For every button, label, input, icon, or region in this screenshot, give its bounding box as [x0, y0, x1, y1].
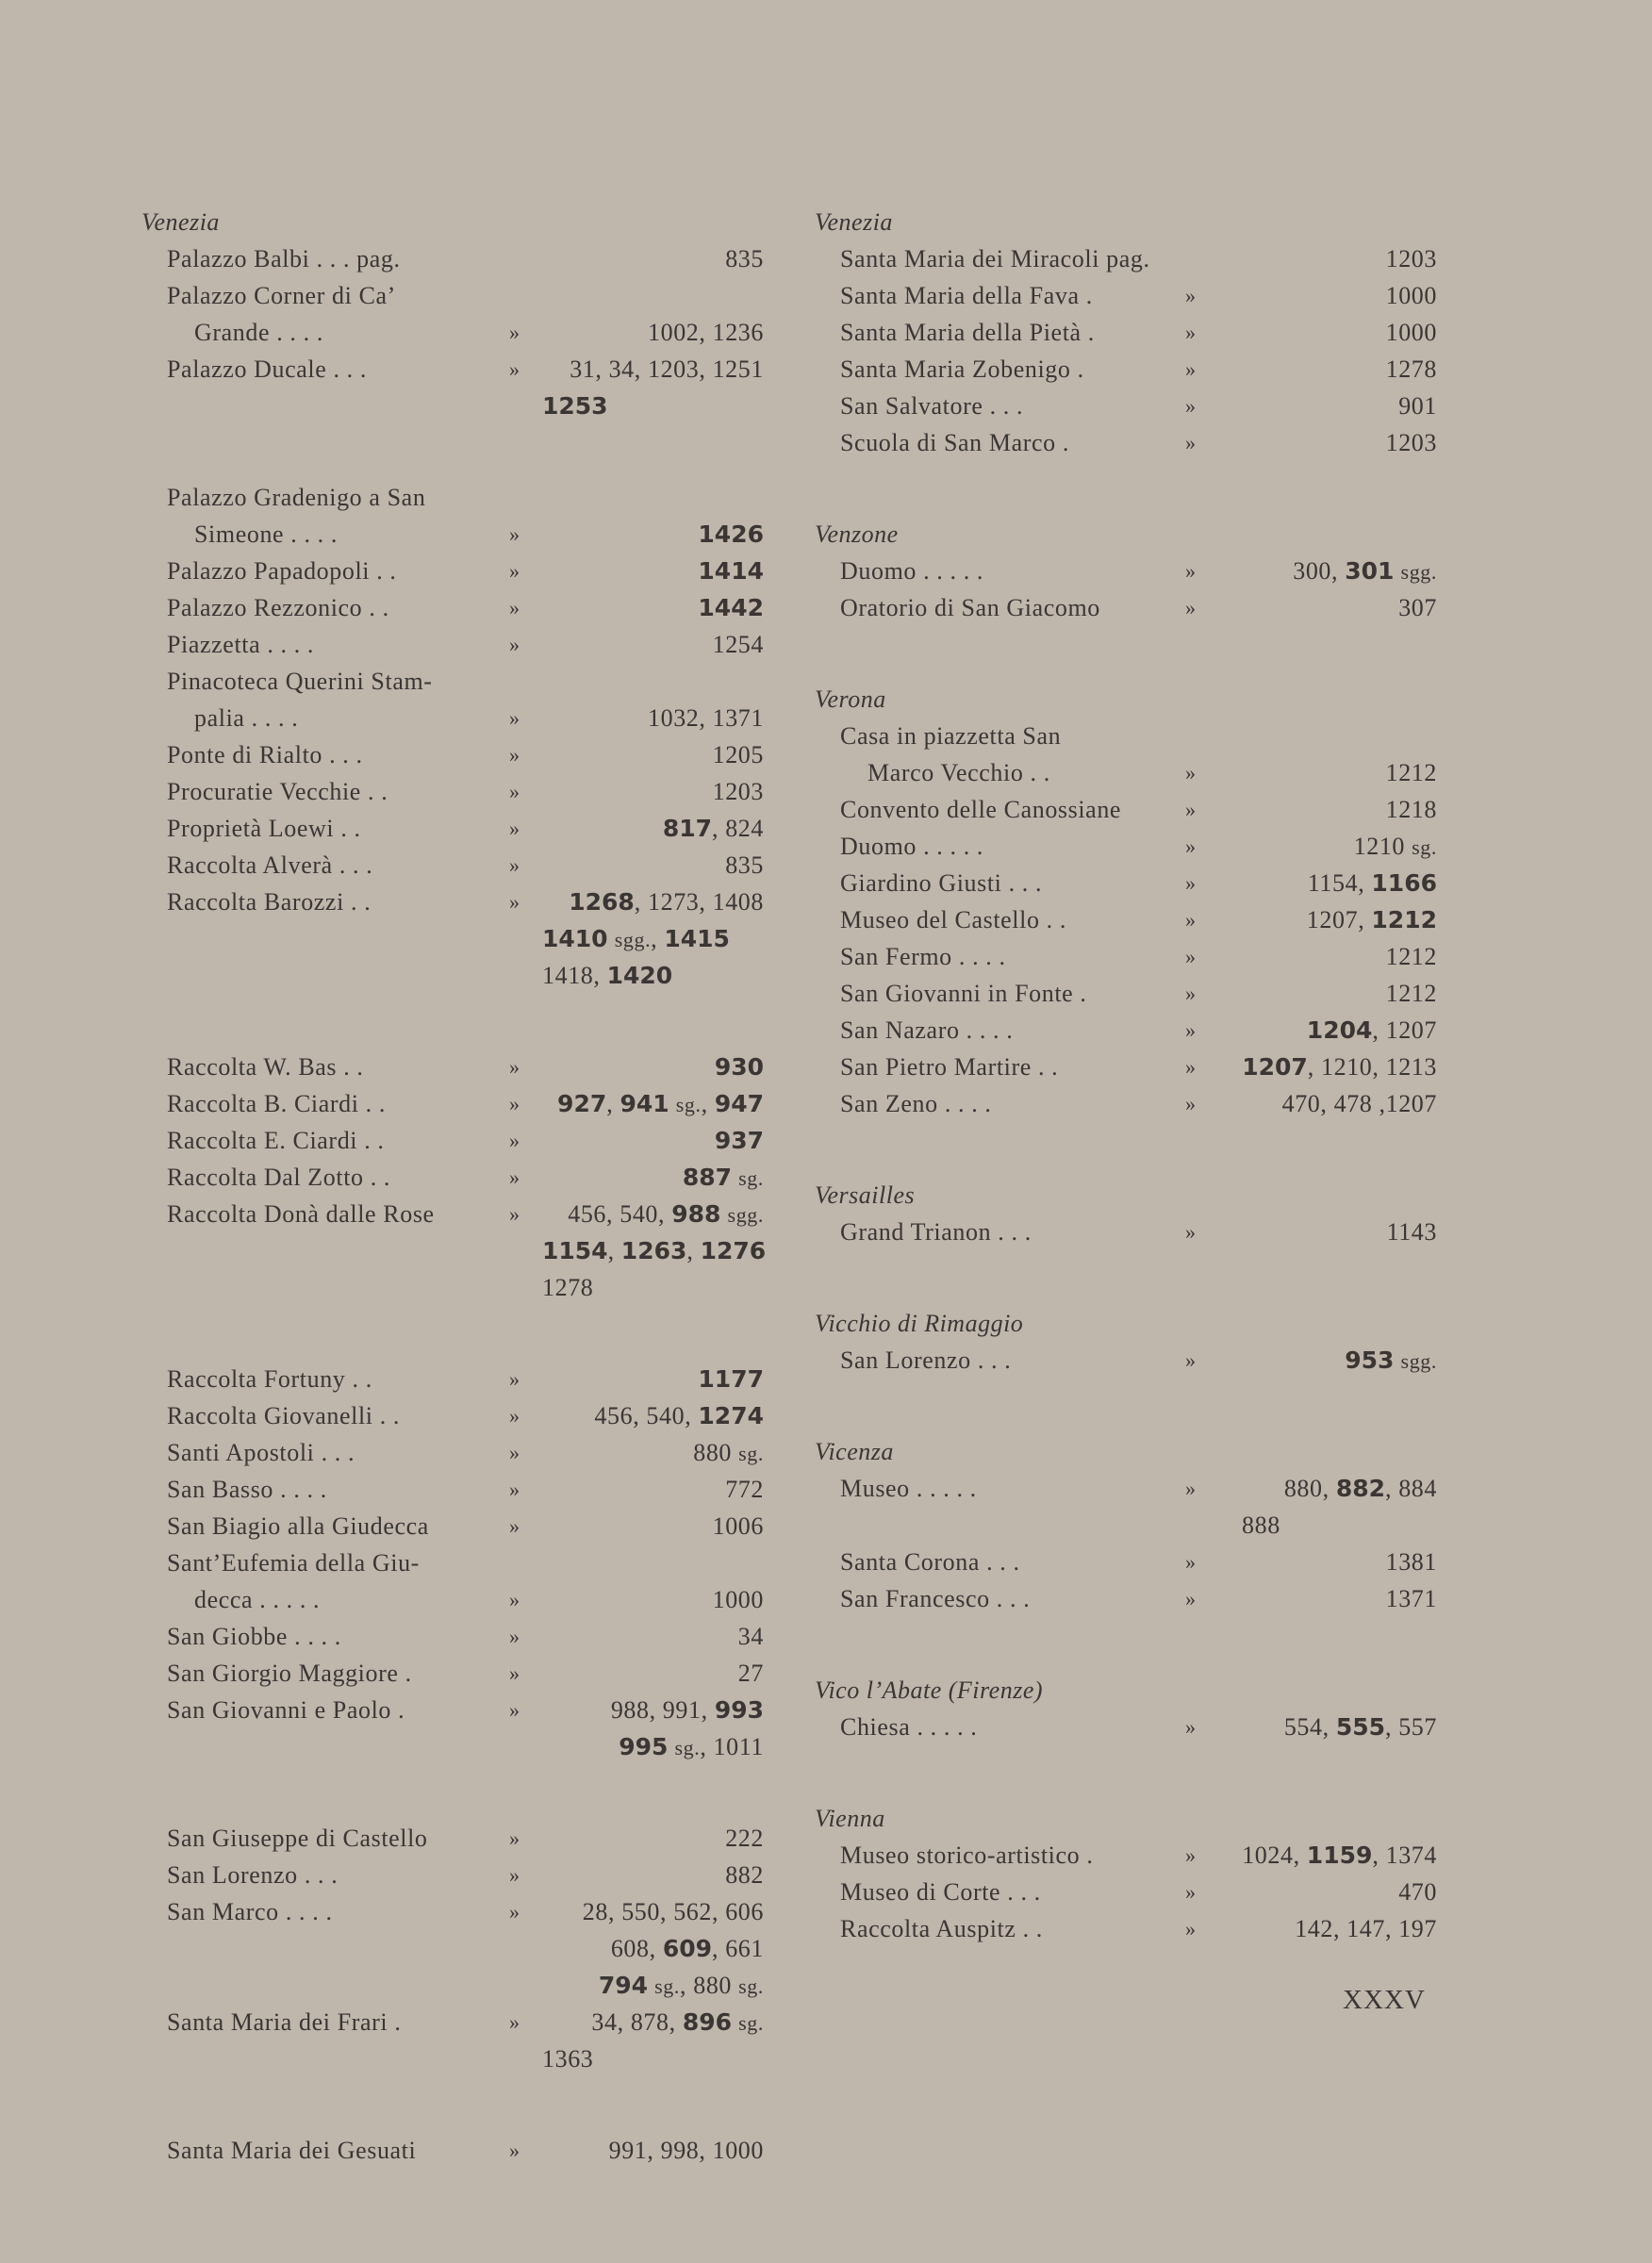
- index-entry: [141, 1692, 764, 1728]
- entry-place: Santa Corona . . .: [840, 1548, 1020, 1576]
- page-references: 34: [737, 1623, 764, 1650]
- entry-place: San Giobbe . . . .: [167, 1623, 341, 1650]
- city-heading: Verona: [815, 686, 886, 713]
- page-references: 1381: [1385, 1548, 1437, 1576]
- index-entry: [815, 865, 1437, 901]
- page-references: 1000: [712, 1586, 764, 1613]
- entry-place: Proprietà Loewi . .: [167, 815, 361, 842]
- ditto-mark: »: [1185, 1715, 1197, 1739]
- page-references: 470: [1398, 1878, 1437, 1906]
- city-heading: Vienna: [815, 1805, 885, 1832]
- page-references: 887 sg.: [682, 1164, 764, 1191]
- page-references: 1000: [1385, 282, 1437, 309]
- index-entry: [815, 1012, 1437, 1049]
- ditto-mark: »: [1185, 908, 1197, 932]
- index-entry: [815, 791, 1437, 828]
- page-references: 1218: [1385, 796, 1437, 823]
- page-references: 1278: [542, 1274, 594, 1301]
- entry-list: [815, 1709, 1437, 1745]
- index-entry: [141, 314, 764, 351]
- ditto-mark: »: [1185, 1587, 1197, 1611]
- page-references: 1426: [698, 520, 764, 548]
- page-references: 1254: [712, 631, 764, 658]
- index-entry: [141, 1544, 764, 1581]
- ditto-mark: »: [1185, 1917, 1197, 1941]
- entry-place: Simeone . . . .: [194, 520, 338, 548]
- spacer: [141, 994, 764, 1049]
- index-entry: [815, 901, 1437, 938]
- page-references: 880 sg.: [693, 1439, 764, 1466]
- ditto-mark: »: [509, 1478, 520, 1501]
- page-references: 554, 555, 557: [1283, 1713, 1437, 1741]
- index-entry: [141, 663, 764, 700]
- ditto-mark: »: [509, 1863, 520, 1887]
- page-references: 1177: [698, 1365, 764, 1393]
- index-entry: [815, 1049, 1437, 1085]
- page-references: 1143: [1386, 1218, 1437, 1246]
- entry-place: Raccolta Dal Zotto . .: [167, 1164, 391, 1191]
- index-entry: [141, 1232, 767, 1269]
- index-entry: [141, 847, 764, 884]
- city-heading: Vicchio di Rimaggio: [815, 1310, 1024, 1337]
- city-heading: Vicenza: [815, 1438, 894, 1465]
- page-references: 1210 sg.: [1353, 833, 1437, 860]
- entry-place: San Nazaro . . . .: [840, 1016, 1014, 1044]
- page-references: 937: [714, 1127, 764, 1154]
- page-references: 1207, 1212: [1306, 906, 1437, 933]
- index-entry: [141, 240, 764, 277]
- entry-place: Sant’Eufemia della Giu-: [167, 1549, 420, 1577]
- entry-place: Raccolta W. Bas . .: [167, 1053, 364, 1081]
- entry-place: San Francesco . . .: [840, 1585, 1031, 1612]
- index-entry: [141, 1508, 764, 1544]
- page-references: 888: [1242, 1511, 1280, 1539]
- page-references: 470, 478 ,1207: [1281, 1090, 1437, 1117]
- page-references: 1154, 1263, 1276: [542, 1237, 767, 1264]
- page-references: 1212: [1385, 759, 1437, 786]
- spacer: [141, 1306, 764, 1361]
- index-entry: [141, 2040, 764, 2077]
- entry-place: San Giuseppe di Castello: [167, 1825, 428, 1852]
- entry-place: Santa Maria dei Gesuati: [167, 2137, 417, 2164]
- page-references: 1002, 1236: [648, 319, 764, 346]
- entry-place: Museo storico-artistico .: [840, 1842, 1094, 1869]
- index-entry: [815, 1910, 1437, 1947]
- page-references: 1212: [1385, 980, 1437, 1007]
- ditto-mark: »: [1185, 357, 1197, 381]
- entry-place: San Salvatore . . .: [840, 392, 1024, 420]
- entry-list: [141, 240, 767, 2169]
- page-references: 1205: [712, 741, 764, 768]
- index-entry: [141, 1820, 764, 1857]
- ditto-mark: »: [509, 743, 520, 767]
- index-entry: [141, 1159, 764, 1196]
- index-entry: [141, 957, 764, 994]
- page-references: 1410 sgg., 1415: [542, 925, 730, 952]
- page-references: 1207, 1210, 1213: [1242, 1053, 1437, 1081]
- entry-place: Duomo . . . . .: [840, 833, 983, 860]
- page-references: 901: [1398, 392, 1437, 420]
- index-entry: [141, 773, 764, 810]
- index-entry: [815, 424, 1437, 461]
- page-references: 27: [737, 1660, 764, 1687]
- ditto-mark: »: [1185, 982, 1197, 1005]
- entry-place: Santa Maria della Fava .: [840, 282, 1093, 309]
- entry-place: San Biagio alla Giudecca: [167, 1512, 429, 1540]
- entry-place: palia . . . .: [194, 704, 299, 732]
- page-references: 608, 609, 661: [610, 1935, 764, 1962]
- index-entry: [141, 2132, 764, 2169]
- page-references: 1154, 1166: [1307, 869, 1437, 897]
- index-entry: [141, 277, 764, 314]
- index-entry: [815, 240, 1437, 277]
- entry-place: Palazzo Papadopoli . .: [167, 557, 397, 585]
- ditto-mark: »: [509, 1441, 520, 1464]
- entry-place: Palazzo Gradenigo a San: [167, 484, 426, 511]
- index-entry: [815, 277, 1437, 314]
- city-heading: Venzone: [815, 520, 899, 548]
- page-references: 1032, 1371: [648, 704, 764, 732]
- page-references: 1000: [1385, 319, 1437, 346]
- index-entry: [815, 1507, 1437, 1544]
- ditto-mark: »: [509, 1404, 520, 1428]
- entry-place: Raccolta Auspitz . .: [840, 1915, 1043, 1942]
- ditto-mark: »: [509, 1900, 520, 1924]
- entry-place: Palazzo Corner di Ca’: [167, 282, 396, 309]
- page-references: 1006: [712, 1512, 764, 1540]
- entry-list: [815, 1470, 1437, 1617]
- entry-place: San Giovanni in Fonte .: [840, 980, 1087, 1007]
- city-heading: Venezia: [141, 208, 220, 236]
- entry-place: San Pietro Martire . .: [840, 1053, 1059, 1081]
- page-references: 1203: [712, 778, 764, 805]
- page-references: 988, 991, 993: [610, 1696, 764, 1724]
- ditto-mark: »: [1185, 1477, 1197, 1500]
- index-entry: [815, 828, 1437, 865]
- entry-place: Piazzetta . . . .: [167, 631, 315, 658]
- entry-place: Pinacoteca Querini Stam-: [167, 668, 433, 695]
- index-entry: [141, 1085, 764, 1122]
- index-entry: [815, 351, 1437, 388]
- entry-place: San Marco . . . .: [167, 1898, 333, 1925]
- page-references: 817, 824: [662, 815, 764, 842]
- page-references: 995 sg., 1011: [619, 1733, 764, 1760]
- index-entry: [141, 2004, 764, 2040]
- entry-place: Oratorio di San Giacomo: [840, 594, 1100, 621]
- spacer: [141, 2077, 764, 2132]
- entry-place: Museo di Corte . . .: [840, 1878, 1041, 1906]
- page-references: 772: [725, 1476, 764, 1503]
- spacer: [815, 626, 1437, 681]
- index-entry: [141, 1434, 764, 1471]
- ditto-mark: »: [1185, 559, 1197, 583]
- entry-place: Duomo . . . . .: [840, 557, 983, 585]
- entry-place: Santa Maria dei Frari .: [167, 2008, 402, 2036]
- index-entry: [141, 388, 764, 424]
- index-entry: [141, 479, 764, 516]
- ditto-mark: »: [509, 1092, 520, 1115]
- spacer: [141, 424, 764, 479]
- ditto-mark: »: [1185, 1055, 1197, 1079]
- spacer: [815, 1122, 1437, 1177]
- ditto-mark: »: [509, 780, 520, 803]
- page-references: 1442: [698, 594, 764, 621]
- entry-list: [815, 553, 1437, 626]
- ditto-mark: »: [509, 853, 520, 877]
- index-entry: [815, 1580, 1437, 1617]
- page-references: 1203: [1385, 429, 1437, 456]
- ditto-mark: »: [509, 706, 520, 730]
- ditto-mark: »: [1185, 321, 1197, 344]
- entry-place: San Zeno . . . .: [840, 1090, 992, 1117]
- index-entry: [141, 1857, 764, 1893]
- page-references: 991, 998, 1000: [608, 2137, 764, 2164]
- ditto-mark: »: [1185, 431, 1197, 454]
- page-references: 31, 34, 1203, 1251: [570, 355, 764, 383]
- page-references: 1212: [1385, 943, 1437, 970]
- entry-list: [815, 1214, 1437, 1250]
- entry-place: Santa Maria Zobenigo .: [840, 355, 1084, 383]
- entry-place: Raccolta B. Ciardi . .: [167, 1090, 386, 1117]
- index-entry: [815, 938, 1437, 975]
- index-entry: [815, 1544, 1437, 1580]
- ditto-mark: »: [509, 559, 520, 583]
- ditto-mark: »: [1185, 1220, 1197, 1244]
- entry-place: Museo . . . . .: [840, 1475, 977, 1502]
- page-references: 1268, 1273, 1408: [569, 888, 764, 916]
- entry-place: Grande . . . .: [194, 319, 323, 346]
- index-entry: [141, 1581, 764, 1618]
- index-entry: [815, 314, 1437, 351]
- ditto-mark: »: [1185, 798, 1197, 821]
- entry-place: Casa in piazzetta San: [840, 722, 1062, 750]
- right-column: [815, 204, 1437, 1947]
- page-references: 1371: [1385, 1585, 1437, 1612]
- entry-place: San Lorenzo . . .: [167, 1861, 339, 1889]
- city-heading: Vico l’Abate (Firenze): [815, 1677, 1044, 1704]
- page-references: 880, 882, 884: [1283, 1475, 1437, 1502]
- ditto-mark: »: [1185, 1880, 1197, 1904]
- index-entry: [141, 810, 764, 847]
- index-entry: [141, 1049, 764, 1085]
- index-entry: [815, 1342, 1437, 1379]
- index-entry: [141, 1655, 764, 1692]
- ditto-mark: »: [509, 1698, 520, 1722]
- ditto-mark: »: [509, 1625, 520, 1648]
- city-heading: Versailles: [815, 1181, 916, 1209]
- index-entry: [141, 1269, 764, 1306]
- entry-place: Raccolta E. Ciardi . .: [167, 1127, 385, 1154]
- index-entry: [141, 1122, 764, 1159]
- index-entry: [141, 516, 764, 553]
- entry-place: San Lorenzo . . .: [840, 1346, 1012, 1374]
- index-entry: [141, 1893, 764, 1930]
- ditto-mark: »: [509, 890, 520, 914]
- entry-place: Raccolta Giovanelli . .: [167, 1402, 400, 1429]
- page-references: 794 sg., 880 sg.: [598, 1972, 764, 1999]
- ditto-mark: »: [509, 1514, 520, 1538]
- entry-list: [815, 1837, 1437, 1947]
- index-entry: [815, 754, 1437, 791]
- page-references: 927, 941 sg., 947: [557, 1090, 764, 1117]
- entry-place: Giardino Giusti . . .: [840, 869, 1043, 897]
- index-entry: [141, 553, 764, 589]
- ditto-mark: »: [509, 321, 520, 344]
- ditto-mark: »: [1185, 596, 1197, 619]
- ditto-mark: »: [509, 1055, 520, 1079]
- index-entry: [141, 1930, 764, 1967]
- spacer: [141, 1765, 764, 1820]
- index-entry: [815, 1214, 1437, 1250]
- spacer: [815, 1379, 1437, 1433]
- ditto-mark: »: [509, 2010, 520, 2034]
- entry-place: Raccolta Fortuny . .: [167, 1365, 372, 1393]
- entry-place: Palazzo Balbi . . . pag.: [167, 245, 401, 273]
- ditto-mark: »: [1185, 1348, 1197, 1372]
- entry-list: [815, 718, 1437, 1122]
- page-references: 953 sgg.: [1345, 1346, 1437, 1374]
- ditto-mark: »: [509, 817, 520, 840]
- entry-place: Raccolta Donà dalle Rose: [167, 1200, 435, 1228]
- entry-place: San Giorgio Maggiore .: [167, 1660, 412, 1687]
- ditto-mark: »: [1185, 761, 1197, 785]
- index-entry: [815, 1470, 1437, 1507]
- index-entry: [141, 1967, 764, 2004]
- index-entry: [815, 589, 1437, 626]
- ditto-mark: »: [1185, 1550, 1197, 1574]
- spacer: [815, 461, 1437, 516]
- index-entry: [141, 736, 764, 773]
- ditto-mark: »: [1185, 1843, 1197, 1867]
- entry-place: Palazzo Ducale . . .: [167, 355, 367, 383]
- entry-place: Convento delle Canossiane: [840, 796, 1122, 823]
- index-entry: [815, 1874, 1437, 1910]
- index-entry: [141, 589, 764, 626]
- page-references: 1418, 1420: [542, 962, 673, 989]
- entry-place: Museo del Castello . .: [840, 906, 1066, 933]
- index-entry: [141, 1618, 764, 1655]
- spacer: [815, 1745, 1437, 1800]
- ditto-mark: »: [509, 1129, 520, 1152]
- entry-place: Raccolta Alverà . . .: [167, 851, 373, 879]
- page-references: 1414: [698, 557, 764, 585]
- page-references: 34, 878, 896 sg.: [591, 2008, 764, 2036]
- ditto-mark: »: [509, 357, 520, 381]
- ditto-mark: »: [509, 1826, 520, 1850]
- page-references: 835: [725, 245, 764, 273]
- page-references: 142, 147, 197: [1295, 1915, 1437, 1942]
- city-heading: Venezia: [815, 208, 893, 236]
- ditto-mark: »: [509, 633, 520, 656]
- index-entry: [141, 884, 764, 920]
- ditto-mark: »: [509, 1202, 520, 1226]
- page-references: 456, 540, 988 sgg.: [568, 1200, 764, 1228]
- page-references: 1278: [1385, 355, 1437, 383]
- left-column: [141, 204, 767, 2169]
- entry-place: Santa Maria dei Miracoli pag.: [840, 245, 1150, 273]
- page-references: 1204, 1207: [1306, 1016, 1437, 1044]
- index-entry: [141, 626, 764, 663]
- index-entry: [141, 351, 764, 388]
- page-references: 1253: [542, 392, 608, 420]
- ditto-mark: »: [1185, 1092, 1197, 1115]
- page-references: 930: [714, 1053, 764, 1081]
- index-entry: [141, 1397, 764, 1434]
- page-references: 222: [725, 1825, 764, 1852]
- entry-place: San Basso . . . .: [167, 1476, 327, 1503]
- index-entry: [141, 1361, 764, 1397]
- ditto-mark: »: [509, 1367, 520, 1391]
- index-entry: [141, 1728, 764, 1765]
- index-entry: [141, 1471, 764, 1508]
- entry-place: San Giovanni e Paolo .: [167, 1696, 405, 1724]
- page-references: 882: [725, 1861, 764, 1889]
- index-entry: [815, 388, 1437, 424]
- ditto-mark: »: [1185, 284, 1197, 307]
- ditto-mark: »: [509, 1588, 520, 1611]
- entry-place: Marco Vecchio . .: [867, 759, 1050, 786]
- page-references: 307: [1398, 594, 1437, 621]
- ditto-mark: »: [1185, 871, 1197, 895]
- entry-place: Procuratie Vecchie . .: [167, 778, 388, 805]
- entry-place: decca . . . . .: [194, 1586, 321, 1613]
- ditto-mark: »: [1185, 945, 1197, 968]
- page-references: 1024, 1159, 1374: [1242, 1842, 1437, 1869]
- entry-place: Santa Maria della Pietà .: [840, 319, 1095, 346]
- ditto-mark: »: [1185, 834, 1197, 858]
- ditto-mark: »: [509, 1661, 520, 1685]
- spacer: [815, 1617, 1437, 1672]
- index-entry: [815, 553, 1437, 589]
- ditto-mark: »: [509, 2139, 520, 2162]
- page-references: 456, 540, 1274: [594, 1402, 764, 1429]
- index-entry: [815, 975, 1437, 1012]
- index-entry: [141, 700, 764, 736]
- entry-place: Chiesa . . . . .: [840, 1713, 978, 1741]
- entry-place: Ponte di Rialto . . .: [167, 741, 363, 768]
- page-references: 28, 550, 562, 606: [582, 1898, 764, 1925]
- entry-place: Palazzo Rezzonico . .: [167, 594, 389, 621]
- index-entry: [815, 718, 1437, 754]
- ditto-mark: »: [509, 522, 520, 546]
- index-entry: [815, 1709, 1437, 1745]
- ditto-mark: »: [1185, 394, 1197, 418]
- ditto-mark: »: [509, 596, 520, 619]
- entry-place: Grand Trianon . . .: [840, 1218, 1032, 1246]
- entry-place: San Fermo . . . .: [840, 943, 1006, 970]
- entry-place: Santi Apostoli . . .: [167, 1439, 355, 1466]
- page-number: XXXV: [1343, 1985, 1426, 2015]
- page-references: 1363: [542, 2045, 594, 2073]
- page-references: 835: [725, 851, 764, 879]
- index-entry: [815, 1837, 1437, 1874]
- entry-place: Scuola di San Marco .: [840, 429, 1069, 456]
- index-entry: [141, 1196, 764, 1232]
- ditto-mark: »: [509, 1165, 520, 1189]
- spacer: [815, 1250, 1437, 1305]
- entry-place: Raccolta Barozzi . .: [167, 888, 372, 916]
- index-entry: [141, 920, 764, 957]
- entry-list: [815, 1342, 1437, 1379]
- page-references: 300, 301 sgg.: [1293, 557, 1437, 585]
- page-references: 1203: [1385, 245, 1437, 273]
- entry-list: [815, 240, 1437, 461]
- index-entry: [815, 1085, 1437, 1122]
- ditto-mark: »: [1185, 1018, 1197, 1042]
